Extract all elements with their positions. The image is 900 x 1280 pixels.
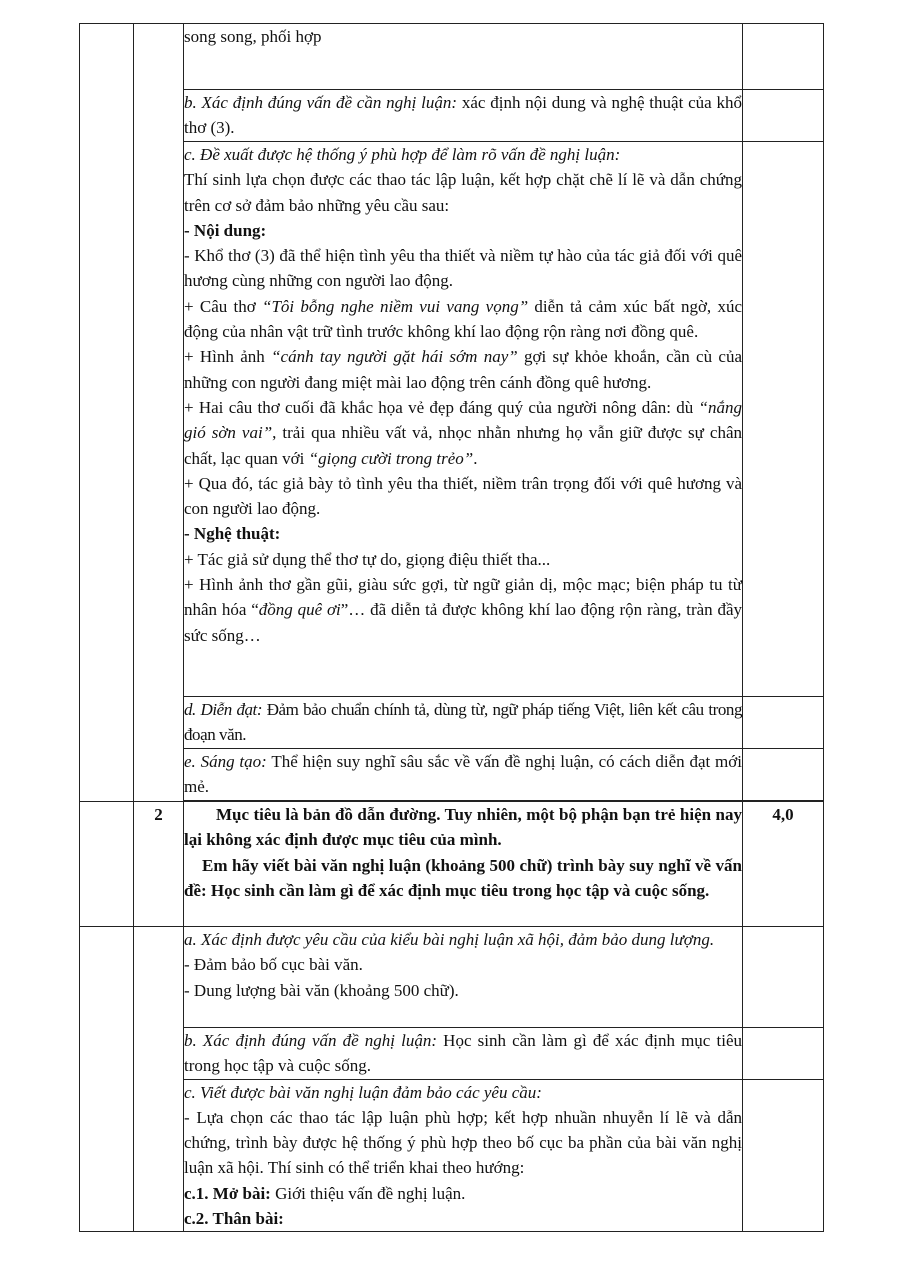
point-text: . (473, 448, 478, 468)
score-cell (743, 927, 824, 1028)
question-prompt-1: Mục tiêu là bản đồ dẫn đường. Tuy nhiên, một bộ phận bạn trẻ hiện nay lại không xác định được mục tiêu của mình. (184, 805, 742, 850)
score-cell (743, 90, 824, 142)
question-prompt-cell (184, 802, 743, 927)
q2-c1-text: Giới thiệu vấn đề nghị luận. (270, 1183, 466, 1203)
criterion-c-intro: Thí sinh lựa chọn được các thao tác lập luận, kết hợp chặt chẽ lí lẽ và dẫn chứng trên cơ sở đảm bảo những yêu cầu sau: (184, 170, 742, 215)
point-text: + Hình ảnh (184, 347, 272, 367)
poem-quote: “Tôi bỗng nghe niềm vui vang vọng” (262, 296, 529, 316)
criteria-cell (184, 927, 743, 1028)
score-cell (743, 1079, 824, 1232)
table-row (80, 1079, 824, 1232)
q2-criterion-b-label: b. Xác định đúng vấn đề nghị luận: (184, 1031, 438, 1050)
criteria-cell (184, 1079, 743, 1232)
point-text: diễn tả cảm xúc bất ngờ, xúc động của nhân vật trữ tình trước không khí lao động rộn ràng nơi đồng quê. (184, 296, 742, 342)
q2-criterion-b (184, 1028, 742, 1079)
q2-criterion-a-1: - Đảm bảo bố cục bài văn. (184, 955, 363, 975)
criteria-cell (184, 697, 743, 749)
sub-number-cell (134, 927, 184, 1232)
point-text: , trải qua nhiều vất vả, nhọc nhằn nhưng họ vẫn giữ được sự chân chất, lạc quan với (184, 423, 742, 468)
point-text: + Hai câu thơ cuối đã khắc họa vẻ đẹp đáng quý của người nông dân: dù (184, 397, 699, 417)
art-heading: - Nghệ thuật: (184, 524, 281, 544)
criterion-b-text: xác định nội dung và nghệ thuật của khổ thơ (3). (184, 93, 742, 138)
criterion-b (184, 90, 742, 141)
content-point (184, 395, 742, 471)
score-cell (743, 24, 824, 90)
table-row (80, 1028, 824, 1080)
content-heading: - Nội dung: (184, 220, 267, 240)
table-row (80, 142, 824, 697)
point-text: + Hình ảnh thơ gần gũi, giàu sức gợi, từ ngữ giản dị, mộc mạc; biện pháp tu từ nhân hóa “ (184, 575, 742, 620)
q2-criterion-b-text: Học sinh cần làm gì để xác định mục tiêu trong học tập và cuộc sống. (184, 1031, 742, 1076)
criterion-d-label: d. Diễn đạt: (184, 700, 263, 719)
sub-number-cell (134, 24, 184, 802)
question-score: 4,0 (743, 802, 824, 927)
point-text: gợi sự khỏe khoắn, cần cù của những con người đang miệt mài lao động trên cánh đồng quê hương. (184, 347, 742, 392)
poem-quote: “giọng cười trong trẻo” (308, 448, 474, 468)
q2-c2-label: c.2. Thân bài: (184, 1209, 284, 1229)
question-number-cell (80, 927, 134, 1232)
score-cell (743, 749, 824, 801)
criterion-e (184, 749, 742, 800)
table-row (80, 749, 824, 801)
score-cell (743, 142, 824, 697)
table-row (80, 90, 824, 142)
content-point (184, 344, 742, 395)
criteria-cell (184, 749, 743, 801)
question-number-cell (80, 24, 134, 802)
criterion-d-text: Đảm bảo chuẩn chính tả, dùng từ, ngữ pháp tiếng Việt, liên kết câu trong đoạn văn. (184, 700, 743, 745)
criterion-e-text: Thể hiện suy nghĩ sâu sắc về vấn đề nghị luận, có cách diễn đạt mới mẻ. (184, 752, 742, 797)
criteria-cell (184, 90, 743, 142)
continuation-text: song song, phối hợp (184, 27, 322, 46)
content-point: - Khổ thơ (3) đã thể hiện tình yêu tha thiết và niềm tự hào của tác giả đối với quê hương cùng những con người lao động. (184, 246, 742, 291)
poem-quote: “nắng gió sờn vai” (184, 397, 742, 443)
q2-open-paragraph (184, 1181, 742, 1206)
table-row (80, 802, 824, 927)
art-point (184, 572, 742, 648)
content-point (184, 294, 742, 345)
score-cell (743, 697, 824, 749)
point-text: + Câu thơ (184, 296, 262, 316)
grading-table (79, 23, 824, 1232)
poem-quote: đồng quê ơi (258, 600, 341, 620)
criterion-e-label: e. Sáng tạo: (184, 752, 267, 771)
table-row (80, 927, 824, 1028)
art-point: + Tác giả sử dụng thể thơ tự do, giọng điệu thiết tha... (184, 549, 551, 569)
content-point: + Qua đó, tác giả bày tỏ tình yêu tha thiết, niềm trân trọng đối với quê hương và con người lao động. (184, 473, 742, 519)
q2-criterion-c-1: - Lựa chọn các thao tác lập luận phù hợp; kết hợp nhuần nhuyễn lí lẽ và dẫn chứng, trình bày được hệ thống ý phù hợp theo bố cục ba phần của bài văn nghị luận xã hội. Thí sinh có thể triển khai theo hướng: (184, 1107, 742, 1178)
question-number-cell (80, 802, 134, 927)
criterion-d (184, 697, 742, 748)
criterion-c-label: c. Đề xuất được hệ thống ý phù hợp để làm rõ vấn đề nghị luận: (184, 145, 621, 164)
q2-criterion-a-label: a. Xác định được yêu cầu của kiểu bài nghị luận xã hội, đảm bảo dung lượng. (184, 930, 715, 949)
q2-criterion-c-label: c. Viết được bài văn nghị luận đảm bảo các yêu cầu: (184, 1082, 542, 1102)
criteria-cell (184, 1028, 743, 1080)
score-cell (743, 1028, 824, 1080)
q2-c1-label: c.1. Mở bài: (184, 1183, 271, 1203)
question-number: 2 (134, 802, 184, 927)
point-text: ”… đã diễn tả được không khí lao động rộn ràng, tràn đầy sức sống… (184, 600, 743, 645)
question-prompt-2: Em hãy viết bài văn nghị luận (khoảng 500 chữ) trình bày suy nghĩ về vấn đề: Học sinh cần làm gì để xác định mục tiêu trong học tập và cuộc sống. (184, 855, 742, 900)
table-row (80, 24, 824, 90)
criteria-cell (184, 142, 743, 697)
criteria-cell (184, 24, 743, 90)
criterion-b-label: b. Xác định đúng vấn đề cần nghị luận: (184, 93, 458, 112)
q2-criterion-a-2: - Dung lượng bài văn (khoảng 500 chữ). (184, 980, 459, 1000)
poem-quote: “cánh tay người gặt hái sớm nay” (271, 347, 518, 367)
table-row (80, 697, 824, 749)
